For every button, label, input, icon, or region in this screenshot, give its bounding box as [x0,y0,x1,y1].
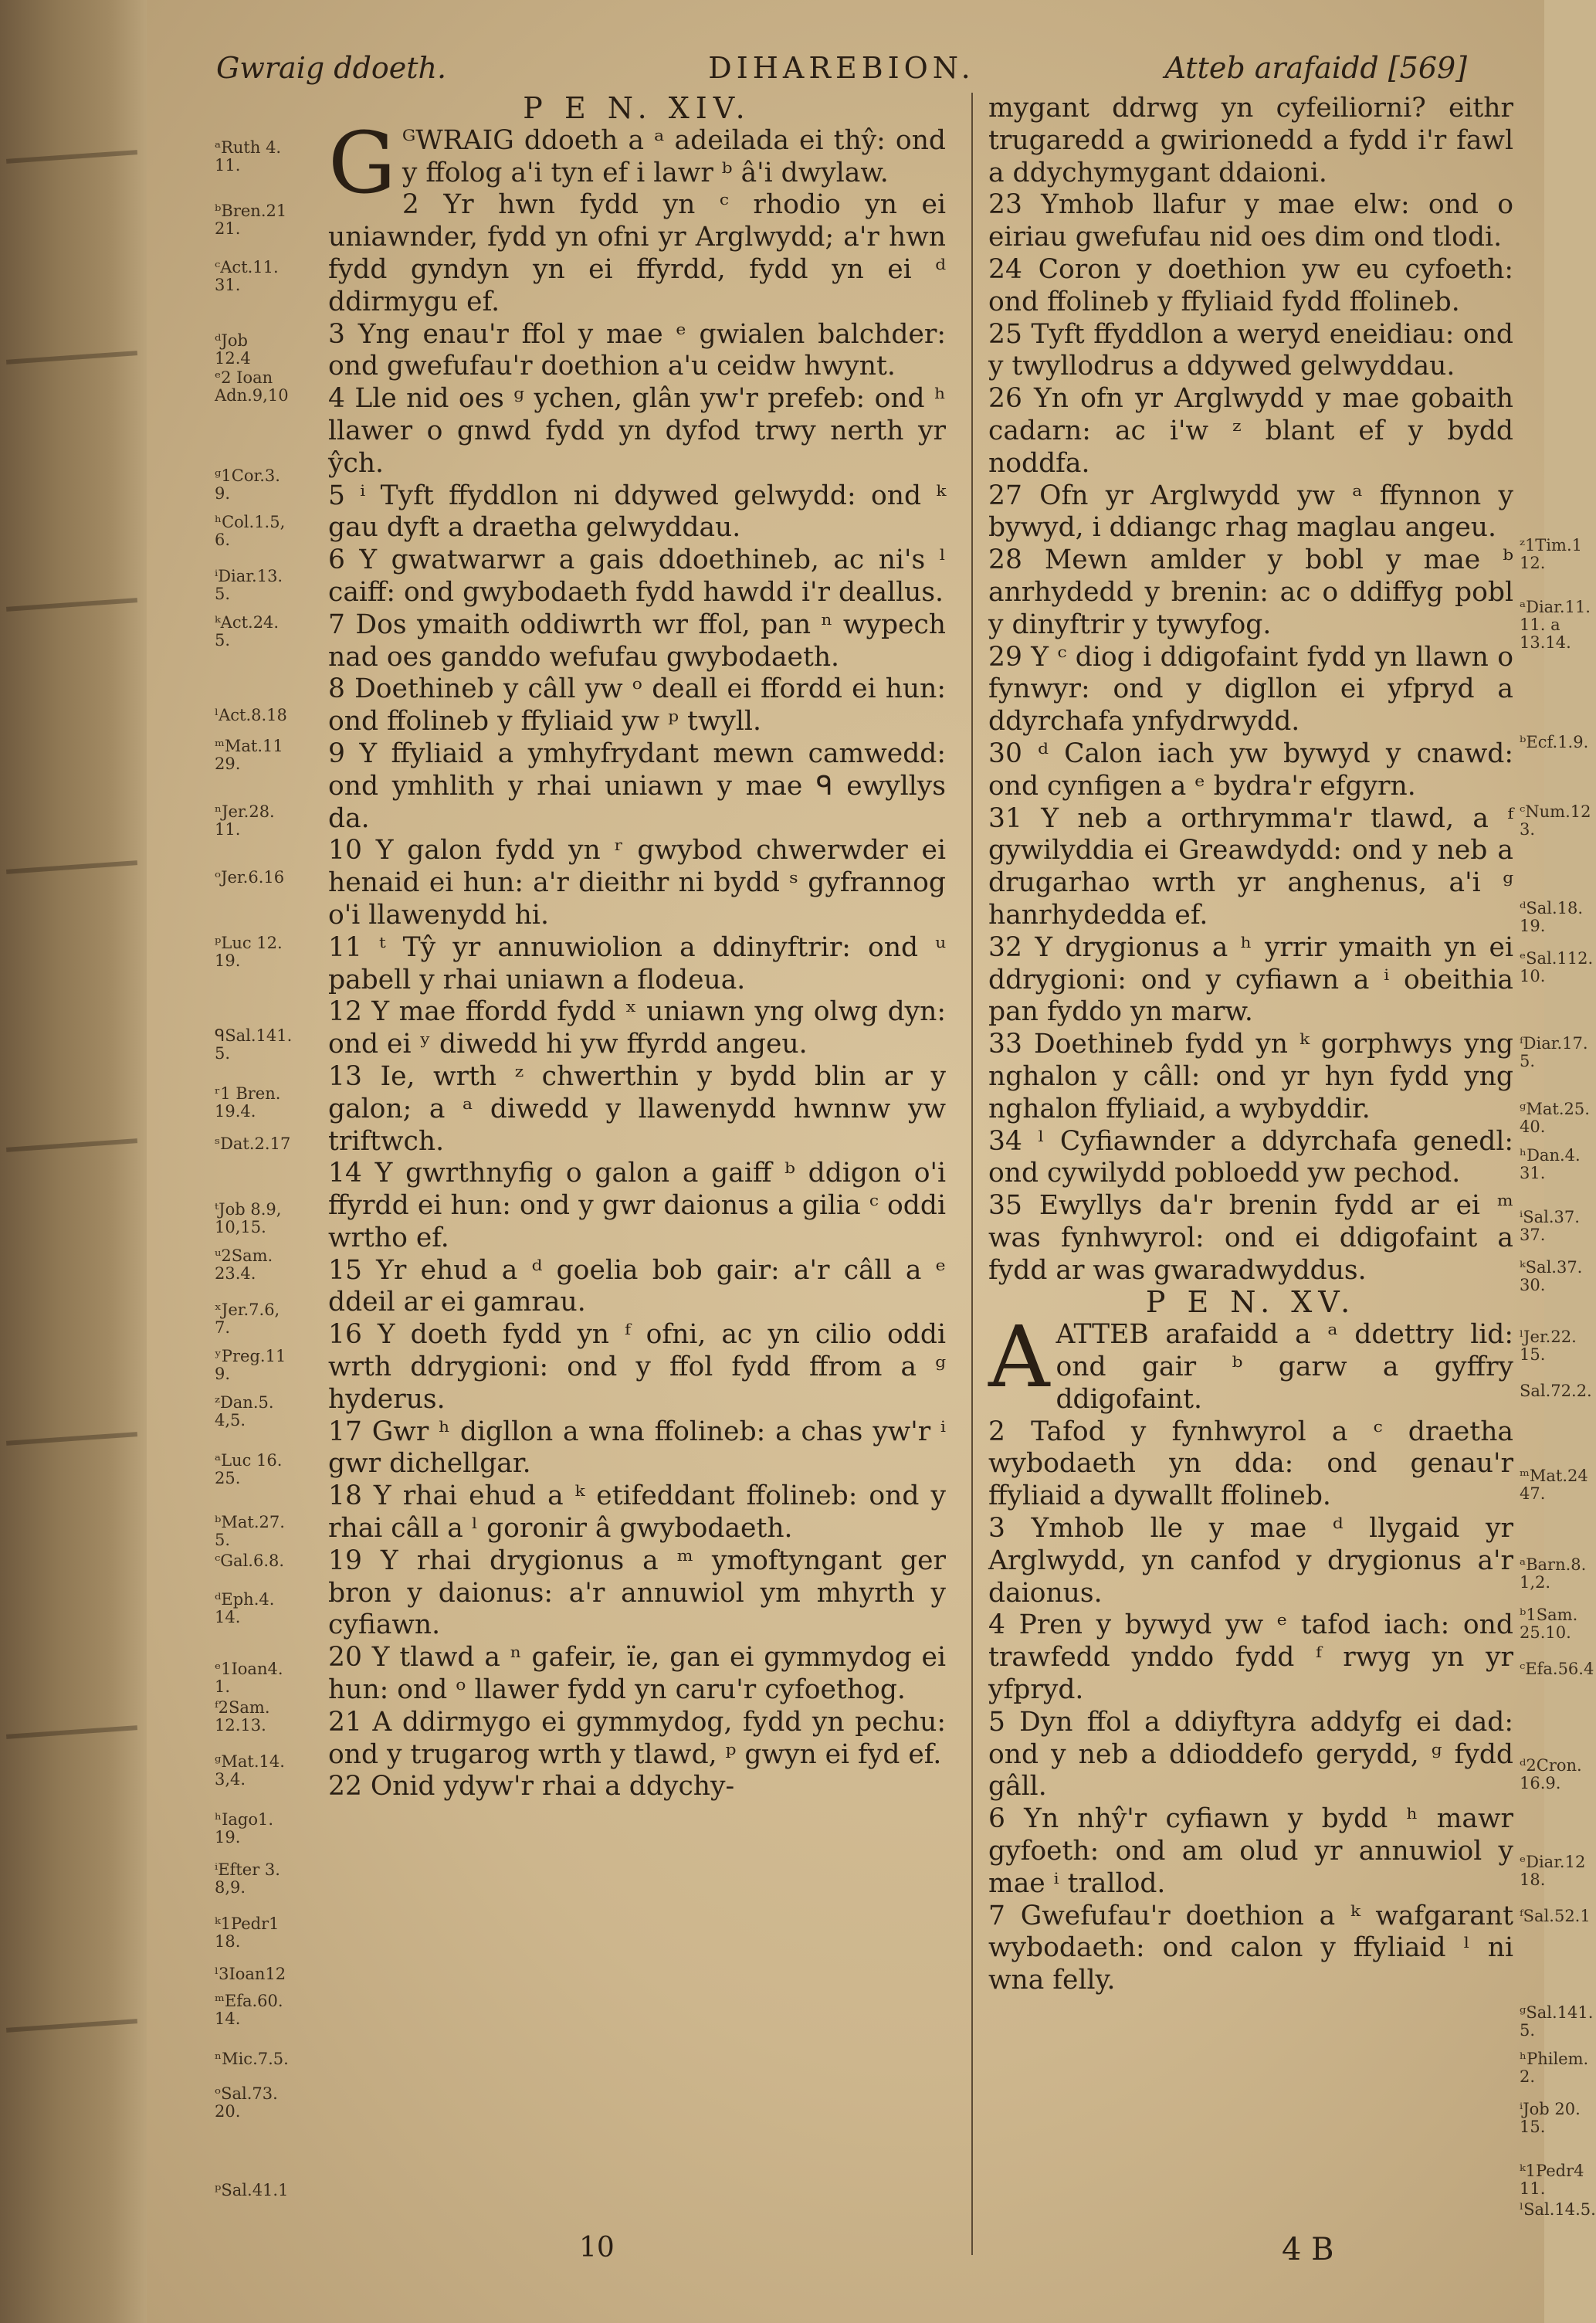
column-divider [971,93,973,2255]
margin-ref: ᵏ1Pedr1 18. [215,1914,280,1951]
verse: 28 Mewn amlder y bobl y mae ᵇ anrhydedd y brenin: ac o ddiffyg pobl y dinyftrir y tywyfog. [988,544,1513,640]
verse: 33 Doethineb fydd yn ᵏ gorphwys yng nghalon y câll: ond yr hyn fydd yng nghalon ffyliaid, a wybyddir. [988,1029,1513,1124]
margin-ref: ᵖLuc 12. 19. [215,934,283,970]
verse: ᴳWRAIG ddoeth a ᵃ adeilada ei thŷ: ond y ffolog a'i tyn ef i lawr ᵇ â'i dwylaw. [402,124,946,188]
margin-ref: ᵇEcf.1.9. [1520,733,1589,751]
verse: mygant ddrwg yn cyfeiliorni? eithr trugaredd a gwirionedd a fydd i'r fawl a ddychymygant ddaioni. [988,93,1513,188]
verse: 8 Doethineb y câll yw ᵒ deall ei ffordd ei hun: ond ffolineb y ffyliaid yw ᵖ twyll. [328,673,946,738]
margin-ref: ᵍMat.14. 3,4. [215,1752,285,1789]
verse: 27 Ofn yr Arglwydd yw ᵃ ffynnon y bywyd, i ddiangc rhag maglau angeu. [988,480,1513,544]
margin-ref: ᵏSal.37. 30. [1520,1258,1583,1294]
margin-ref: ᶜGal.6.8. [215,1551,285,1570]
chapter-heading-xv: P E N. XV. [1145,1285,1357,1320]
margin-ref: ˡSal.14.5. [1520,2200,1596,2219]
margin-ref: ᵏ1Pedr4 11. [1520,2162,1584,2198]
verse: 20 Y tlawd a ⁿ gafeir, ïe, gan ei gymmydog ei hun: ond ᵒ llawer fydd yn caru'r cyfoethog. [328,1642,946,1706]
verse: 17 Gwr ʰ digllon a wna ffolineb: a chas yw'r ⁱ gwr dichellgar. [328,1416,946,1480]
margin-ref: ᶜAct.11. 31. [215,258,279,294]
verse: 3 Ymhob lle y mae ᵈ llygaid yr Arglwydd, yn canfod y drygionus a'r daionus. [988,1513,1513,1609]
margin-ref: ᶠSal.52.1 [1520,1907,1591,1925]
verse: 5 Dyn ffol a ddiyftyra addyfg ei dad: ond y neb a ddioddefo gerydd, ᵍ fydd gâll. [988,1706,1513,1802]
margin-ref: ᵍ1Cor.3. 9. [215,466,280,503]
margin-ref: ᵉSal.112. 10. [1520,949,1594,985]
margin-ref: ᵇBren.21 21. [215,202,287,238]
margin-ref: ᵃRuth 4. 11. [215,138,282,175]
margin-ref: ʳ1 Bren. 19.4. [215,1084,281,1121]
margin-ref: ᶜEfa.56.4 [1520,1660,1594,1678]
margin-ref: ᵈ2Cron. 16.9. [1520,1756,1582,1792]
margin-ref: ᵘ2Sam. 23.4. [215,1246,273,1283]
margin-ref: ᵃBarn.8. 1,2. [1520,1555,1587,1592]
verse: 4 Lle nid oes ᵍ ychen, glân yw'r prefeb: ond ʰ llawer o gnwd fydd yn dyfod trwy nerth yr ŷch. [328,383,946,479]
verse: 29 Y ᶜ diog i ddigofaint fydd yn llawn o fynwyr: ond y digllon ei yfpryd a ddyrchafa ynfydrwydd. [988,641,1513,738]
margin-ref: ᶻ1Tim.1 12. [1520,536,1582,572]
margin-ref: ⁿMic.7.5. [215,2050,289,2068]
chapter-heading-xiv: P E N. XIV. [523,91,751,125]
margin-ref: ⁱSal.37. 37. [1520,1208,1580,1244]
running-header [216,51,1467,97]
verse: 6 Y gwatwarwr a gais ddoethineb, ac ni's ˡ caiff: ond gwybodaeth fydd hawdd i'r deallus. [328,544,946,608]
margin-ref: ᵒSal.73. 20. [215,2084,278,2121]
verse: 7 Gwefufau'r doethion a ᵏ wafgarant wybodaeth: ond calon y ffyliaid ˡ ni wna felly. [988,1900,1513,1996]
margin-ref: ᵒJer.6.16 [215,868,285,887]
verse: 18 Y rhai ehud a ᵏ etifeddant ffolineb: ond y rhai câll a ˡ goronir â gwybodaeth. [328,1480,946,1545]
verse: 21 A ddirmygo ei gymmydog, fydd yn pechu: ond y trugarog wrth y tlawd, ᵖ gwyn ei fyd ef. [328,1706,946,1770]
verse: ATTEB arafaidd a ᵃ ddettry lid: ond gair ᵇ garw a gyffry ddigofaint. [1056,1319,1513,1415]
margin-ref: ᶜNum.12 3. [1520,802,1591,839]
margin-ref: ᵍMat.25. 40. [1520,1100,1590,1136]
margin-ref: Sal.72.2. [1520,1382,1592,1400]
margin-ref: ᵉ1Ioan4. 1. [215,1660,283,1696]
verse: 3 Yng enau'r ffol y mae ᵉ gwialen balchder: ond gwefufau'r doethion a'u ceidw hwynt. [328,318,946,382]
margin-ref: ⁱEfter 3. 8,9. [215,1860,280,1897]
margin-ref: ᵇMat.27. 5. [215,1513,285,1549]
header-right: Atteb arafaidd [569] [1164,51,1467,85]
margin-ref: ᶠDiar.17. 5. [1520,1034,1588,1070]
left-column [328,93,946,1803]
margin-ref: ʰDan.4. 31. [1520,1146,1581,1182]
verse: 10 Y galon fydd yn ʳ gwybod chwerwder ei henaid ei hun: a'r dieithr ni bydd ˢ gyfrannog o'i llawenydd hi. [328,835,946,931]
margin-ref: ᵇ1Sam. 25.10. [1520,1606,1578,1642]
margin-ref: ᶠ2Sam. 12.13. [215,1698,270,1735]
margin-ref: ˡAct.8.18 [215,706,287,724]
margin-ref: ˣJer.7.6, 7. [215,1301,280,1337]
adjacent-page-bleed [0,0,147,2323]
verse: 26 Yn ofn yr Arglwydd y mae gobaith cadarn: ac i'w ᶻ blant ef y bydd noddfa. [988,383,1513,479]
margin-ref: ᵈEph.4. 14. [215,1590,275,1626]
margin-ref: ᵖSal.41.1 [215,2181,289,2199]
margin-ref: ᵍSal.141. 5. [1520,2003,1594,2040]
signature-right: 4 B [1282,2232,1334,2267]
verse: 23 Ymhob llafur y mae elw: ond o eiriau gwefufau nid oes dim ond tlodi. [988,189,1513,253]
margin-ref: ˢDat.2.17 [215,1134,291,1153]
margin-ref: ᶻDan.5. 4,5. [215,1393,274,1429]
margin-ref: ᵉDiar.12 18. [1520,1853,1586,1889]
margin-ref: ʰPhilem. 2. [1520,2050,1589,2086]
verse: 13 Ie, wrth ᶻ chwerthin y bydd blin ar y galon; a ᵃ diwedd y llawenydd hwnnw yw triftwch. [328,1060,946,1157]
verse: 24 Coron y doethion yw eu cyfoeth: ond ffolineb y ffyliaid fydd ffolineb. [988,253,1513,317]
margin-ref: ᵗJob 8.9, 10,15. [215,1200,282,1236]
verse: 16 Y doeth fydd yn ᶠ ofni, ac yn cilio oddi wrth ddrygioni: ond y ffol fydd ffrom a ᵍ hyderus. [328,1319,946,1415]
verse: 12 Y mae ffordd fydd ˣ uniawn yng olwg dyn: ond ei ʸ diwedd hi yw ffyrdd angeu. [328,996,946,1060]
verse: 19 Y rhai drygionus a ᵐ ymoftyngant ger bron y daionus: a'r annuwiol ym mhyrth y cyfiawn. [328,1545,946,1641]
verse: 25 Tyft ffyddlon a weryd eneidiau: ond y twyllodrus a ddywed gelwyddau. [988,318,1513,382]
verse: 4 Pren y bywyd yw ᵉ tafod iach: ond trawfedd ynddo fydd ᶠ rwyg yn yr yfpryd. [988,1609,1513,1706]
verse: 2 Tafod y fynhwyrol a ᶜ draetha wybodaeth yn dda: ond genau'r ffyliaid a dywallt ffolineb. [988,1416,1513,1512]
margin-ref: ᵈJob 12.4 [215,331,251,368]
verse: 22 Onid ydyw'r rhai a ddychy- [328,1771,735,1802]
drop-cap-g: G [328,113,396,212]
margin-ref: ⁱDiar.13. 5. [215,567,283,603]
margin-ref: ʸPreg.11 9. [215,1347,286,1383]
verse: 7 Dos ymaith oddiwrth wr ffol, pan ⁿ wypech nad oes ganddo wefufau gwybodaeth. [328,609,946,673]
signature-left: 10 [579,2232,615,2264]
margin-ref: ⁿJer.28. 11. [215,802,275,839]
book-page [147,0,1596,2323]
margin-ref: ⁱJob 20. 15. [1520,2100,1581,2136]
verse: 32 Y drygionus a ʰ yrrir ymaith yn ei ddrygioni: ond y cyfiawn a ⁱ obeithia pan fyddo yn marw. [988,931,1513,1028]
margin-ref: ᵐMat.24 47. [1520,1467,1588,1503]
margin-ref: ᵃLuc 16. 25. [215,1451,283,1487]
margin-ref: ᵐMat.11 29. [215,737,283,773]
right-column [988,93,1513,1997]
drop-cap-a: A [988,1307,1050,1407]
margin-ref: ʰIago1. 19. [215,1810,274,1847]
verse: 35 Ewyllys da'r brenin fydd ar ei ᵐ was fynhwyrol: ond ei ddigofaint a fydd ar was gwaradwyddus. [988,1190,1513,1286]
verse: 14 Y gwrthnyfig o galon a gaiff ᵇ ddigon o'i ffyrdd ei hun: ond y gwr daionus a gilia ᶜ oddi wrtho ef. [328,1158,946,1253]
margin-ref: ᵏAct.24. 5. [215,613,280,649]
margin-ref: ˡ3Ioan12 [215,1965,286,1983]
verse: 15 Yr ehud a ᵈ goelia bob gair: a'r câll a ᵉ ddeil ar ei gamrau. [328,1254,946,1318]
margin-ref: ᵈSal.18. 19. [1520,899,1584,935]
margin-ref: ᵉ2 Ioan Adn.9,10 [215,368,289,405]
verse: 2 Yr hwn fydd yn ᶜ rhodio yn ei uniawnder, fydd yn ofni yr Arglwydd; a'r hwn fydd gyndyn yn ei ffyrdd, fydd yn ei ᵈ ddirmygu ef. [328,189,946,317]
margin-ref: ᑫSal.141. 5. [215,1026,293,1063]
header-title: DIHAREBION. [708,51,975,85]
verse: 5 ⁱ Tyft ffyddlon ni ddywed gelwydd: ond ᵏ gau dyft a draetha gelwyddau. [328,480,946,544]
margin-ref: ˡJer.22. 15. [1520,1328,1577,1364]
margin-ref: ʰCol.1.5, 6. [215,513,286,549]
margin-ref: ᵃDiar.11. 11. a 13.14. [1520,598,1591,652]
verse: 34 ˡ Cyfiawnder a ddyrchafa genedl: ond cywilydd pobloedd yw pechod. [988,1125,1513,1189]
verse: 11 ᵗ Tŷ yr annuwiolion a ddinyftrir: ond ᵘ pabell y rhai uniawn a flodeua. [328,931,946,995]
header-left: Gwraig ddoeth. [216,51,447,85]
verse: 30 ᵈ Calon iach yw bywyd y cnawd: ond cynfigen a ᵉ bydra'r efgyrn. [988,738,1513,802]
verse: 6 Yn nhŷ'r cyfiawn y bydd ʰ mawr gyfoeth: ond am olud yr annuwiol y mae ⁱ trallod. [988,1803,1513,1899]
verse: 31 Y neb a orthrymma'r tlawd, a ᶠ gywilyddia ei Greawdydd: ond y neb a drugarhao wrth yr anghenus, a'i ᵍ hanrhydedda ef. [988,802,1513,931]
margin-ref: ᵐEfa.60. 14. [215,1992,283,2028]
verse: 9 Y ffyliaid a ymhyfrydant mewn camwedd: ond ymhlith y rhai uniawn y mae ᑫ ewyllys da. [328,738,946,834]
